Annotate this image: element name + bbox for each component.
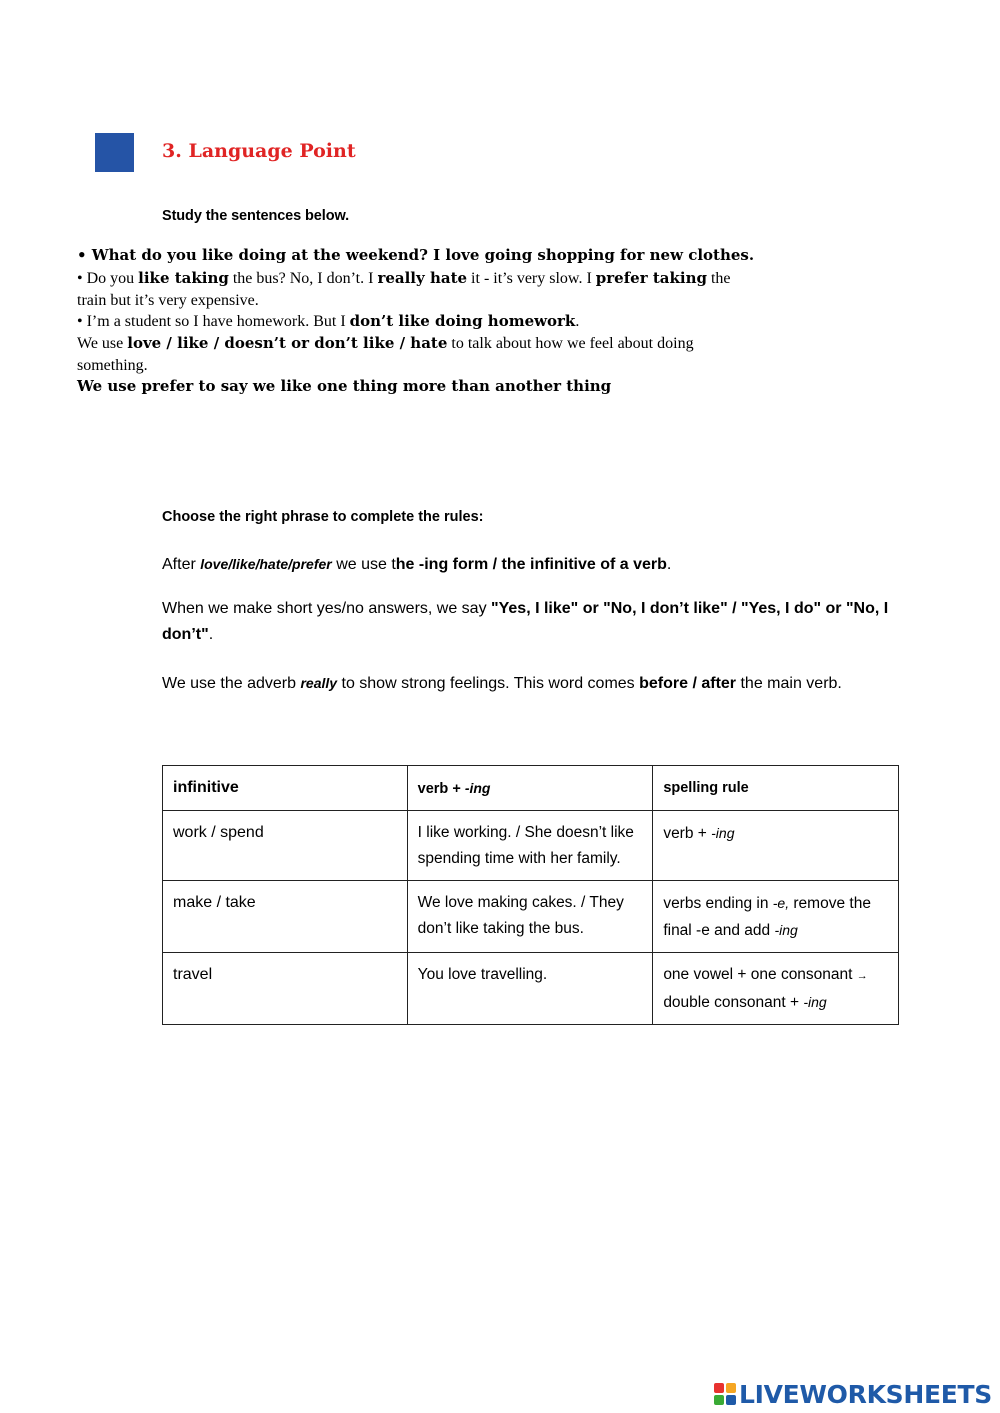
table-row: [163, 953, 899, 1025]
example-sentence-1: • What do you like doing at the weekend? I love going shopping for new clothes.: [77, 246, 755, 264]
study-instruction: Study the sentences below.: [162, 208, 350, 224]
example-sentence-3: • I’m a student so I have homework. But I don’t like doing homework.: [77, 312, 580, 330]
logo-text: LIVEWORKSHEETS: [738, 1379, 992, 1409]
cell-infinitive: work / spend: [163, 811, 408, 881]
cell-example: You love travelling.: [407, 953, 653, 1025]
logo-tile: [714, 1395, 724, 1405]
logo-icon: [714, 1383, 736, 1405]
usage-note-1-cont: something.: [77, 357, 148, 374]
rule-3[interactable]: We use the adverb really to show strong feelings. This word comes before / after the main verb.: [162, 675, 842, 692]
cell-example: I like working. / She doesn’t like spending time with her family.: [407, 811, 653, 881]
verb-ing-table: [162, 765, 899, 1025]
cell-rule: verb + -ing: [653, 811, 899, 881]
section-marker: [95, 133, 134, 172]
cell-rule: verbs ending in -e, remove the final -e and add -ing: [653, 881, 899, 953]
example-sentence-2: • Do you like taking the bus? No, I don’t. I really hate it - it’s very slow. I prefer taking the: [77, 269, 731, 287]
section-title: 3. Language Point: [162, 140, 356, 162]
usage-note-2: We use prefer to say we like one thing more than another thing: [77, 377, 612, 395]
rule-2-cont: don’t".: [162, 626, 214, 643]
header-spelling-rule: spelling rule: [653, 766, 899, 811]
cell-infinitive: travel: [163, 953, 408, 1025]
rule-1[interactable]: After love/like/hate/prefer we use the -ing form / the infinitive of a verb.: [162, 556, 672, 573]
logo-tile: [726, 1395, 736, 1405]
cell-example: We love making cakes. / They don’t like taking the bus.: [407, 881, 653, 953]
rule-2[interactable]: When we make short yes/no answers, we say "Yes, I like" or "No, I don’t like" / "Yes, I do" or "No, I: [162, 600, 889, 617]
header-verb-ing: verb + -ing: [407, 766, 653, 811]
liveworksheets-logo: [714, 1378, 992, 1410]
logo-tile: [714, 1383, 724, 1393]
usage-note-1: We use love / like / doesn’t or don’t like / hate to talk about how we feel about doing: [77, 334, 694, 352]
header-infinitive: infinitive: [163, 766, 408, 811]
table-row: [163, 811, 899, 881]
cell-infinitive: make / take: [163, 881, 408, 953]
example-sentence-2-cont: train but it’s very expensive.: [77, 292, 259, 309]
cell-rule: one vowel + one consonant → double consonant + -ing: [653, 953, 899, 1025]
logo-tile: [726, 1383, 736, 1393]
table-header-row: [163, 766, 899, 811]
choose-instruction: Choose the right phrase to complete the rules:: [162, 509, 484, 525]
table-row: [163, 881, 899, 953]
